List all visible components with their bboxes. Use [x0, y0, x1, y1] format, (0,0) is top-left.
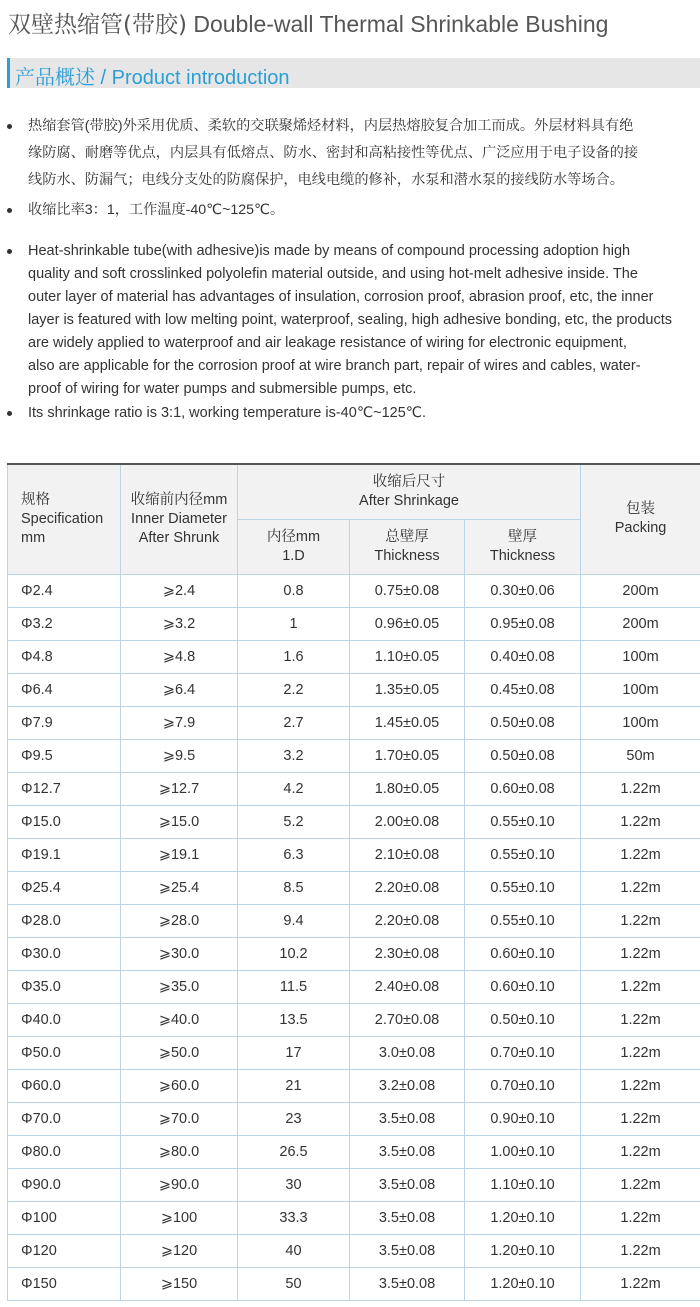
cell-packing: 1.22m	[581, 904, 700, 937]
cell-inner-diameter: ⩾15.0	[121, 805, 238, 838]
intro-en-line: Heat-shrinkable tube(with adhesive)is made by means of compound processing adoption high	[28, 243, 631, 259]
bullet-dot	[7, 208, 12, 213]
cell-inner-diameter: ⩾4.8	[121, 640, 238, 673]
table-row	[8, 1168, 700, 1201]
header-pack-cn: 包装	[626, 501, 656, 518]
cell-total-thickness: 2.40±0.08	[350, 970, 465, 1003]
header-after-shrinkage	[238, 464, 581, 519]
cell-total-thickness: 0.75±0.08	[350, 574, 465, 607]
cell-spec: Φ19.1	[8, 838, 121, 871]
cell-packing: 200m	[581, 574, 700, 607]
cell-inner-diameter: ⩾100	[121, 1201, 238, 1234]
cell-id: 17	[238, 1036, 350, 1069]
table-row	[8, 739, 700, 772]
cell-inner-diameter: ⩾7.9	[121, 706, 238, 739]
cell-total-thickness: 0.96±0.05	[350, 607, 465, 640]
section-header	[7, 58, 700, 88]
cell-inner-diameter: ⩾80.0	[121, 1135, 238, 1168]
cell-wall-thickness: 0.95±0.08	[465, 607, 581, 640]
cell-packing: 1.22m	[581, 1168, 700, 1201]
intro-cn-note	[28, 199, 700, 222]
table-row	[8, 1036, 700, 1069]
intro-cn-line: 热缩套管(带胶)外采用优质、柔软的交联聚烯烃材料，内层热熔胶复合加工而成。外层材料具有绝	[28, 118, 634, 134]
section-title: 产品概述 / Product introduction	[15, 67, 290, 89]
intro-en-line: quality and soft crosslinked polyolefin material outside, and using hot-melt adhesive inside. The	[28, 266, 638, 282]
cell-spec: Φ100	[8, 1201, 121, 1234]
cell-spec: Φ9.5	[8, 739, 121, 772]
cell-packing: 50m	[581, 739, 700, 772]
cell-total-thickness: 2.30±0.08	[350, 937, 465, 970]
cell-total-thickness: 1.70±0.05	[350, 739, 465, 772]
cell-wall-thickness: 0.90±0.10	[465, 1102, 581, 1135]
cell-spec: Φ7.9	[8, 706, 121, 739]
cell-total-thickness: 1.45±0.05	[350, 706, 465, 739]
cell-wall-thickness: 0.70±0.10	[465, 1036, 581, 1069]
cell-spec: Φ70.0	[8, 1102, 121, 1135]
intro-cn-line: 线防水、防漏气；电线分支处的防腐保护，电线电缆的修补，水泵和潜水泵的接线防水等场合。	[28, 172, 624, 188]
cell-id: 23	[238, 1102, 350, 1135]
cell-packing: 1.22m	[581, 937, 700, 970]
cell-wall-thickness: 0.45±0.08	[465, 673, 581, 706]
cell-total-thickness: 2.00±0.08	[350, 805, 465, 838]
intro-en-paragraph	[28, 240, 700, 401]
cell-id: 2.7	[238, 706, 350, 739]
cell-inner-diameter: ⩾2.4	[121, 574, 238, 607]
table-row	[8, 640, 700, 673]
cell-packing: 1.22m	[581, 1069, 700, 1102]
cell-wall-thickness: 0.50±0.08	[465, 706, 581, 739]
cell-wall-thickness: 0.30±0.06	[465, 574, 581, 607]
cell-packing: 1.22m	[581, 1201, 700, 1234]
cell-inner-diameter: ⩾28.0	[121, 904, 238, 937]
cell-packing: 1.22m	[581, 838, 700, 871]
cell-spec: Φ50.0	[8, 1036, 121, 1069]
cell-id: 33.3	[238, 1201, 350, 1234]
cell-id: 2.2	[238, 673, 350, 706]
cell-id: 21	[238, 1069, 350, 1102]
cell-id: 10.2	[238, 937, 350, 970]
cell-packing: 1.22m	[581, 970, 700, 1003]
cell-wall-thickness: 1.20±0.10	[465, 1267, 581, 1300]
header-id	[238, 519, 350, 574]
cell-inner-diameter: ⩾35.0	[121, 970, 238, 1003]
cell-wall-thickness: 0.55±0.10	[465, 871, 581, 904]
intro-en-line: also are applicable for the corrosion proof at wire branch part, repair of wires and cables, water-	[28, 358, 641, 374]
spec-table	[7, 463, 700, 1301]
table-row	[8, 1135, 700, 1168]
cell-inner-diameter: ⩾19.1	[121, 838, 238, 871]
cell-wall-thickness: 1.20±0.10	[465, 1201, 581, 1234]
header-inner-cn: 收缩前内径mm	[130, 491, 228, 508]
cell-wall-thickness: 0.70±0.10	[465, 1069, 581, 1102]
cell-id: 26.5	[238, 1135, 350, 1168]
intro-cn-paragraph	[28, 115, 700, 192]
cell-spec: Φ30.0	[8, 937, 121, 970]
table-row	[8, 1069, 700, 1102]
cell-spec: Φ90.0	[8, 1168, 121, 1201]
cell-spec: Φ2.4	[8, 574, 121, 607]
cell-total-thickness: 3.5±0.08	[350, 1267, 465, 1300]
cell-wall-thickness: 0.55±0.10	[465, 838, 581, 871]
cell-total-thickness: 3.5±0.08	[350, 1168, 465, 1201]
intro-en-note	[28, 402, 700, 425]
header-after-cn: 收缩后尺寸	[372, 473, 446, 490]
header-wall-cn: 壁厚	[508, 528, 538, 545]
bullet-dot	[7, 124, 12, 129]
cell-wall-thickness: 0.40±0.08	[465, 640, 581, 673]
cell-wall-thickness: 0.60±0.10	[465, 937, 581, 970]
cell-spec: Φ120	[8, 1234, 121, 1267]
cell-total-thickness: 2.70±0.08	[350, 1003, 465, 1036]
cell-id: 9.4	[238, 904, 350, 937]
cell-inner-diameter: ⩾40.0	[121, 1003, 238, 1036]
cell-packing: 1.22m	[581, 805, 700, 838]
cell-spec: Φ15.0	[8, 805, 121, 838]
header-packing	[581, 464, 700, 574]
header-total-thickness	[350, 519, 465, 574]
cell-spec: Φ6.4	[8, 673, 121, 706]
bullet-dot	[7, 411, 12, 416]
cell-wall-thickness: 0.50±0.08	[465, 739, 581, 772]
cell-packing: 200m	[581, 607, 700, 640]
page-title-cn: 双壁热缩管(带胶)	[8, 12, 187, 38]
page-title-en: Double-wall Thermal Shrinkable Bushing	[193, 11, 609, 37]
header-spec-en: Specification	[21, 510, 104, 527]
header-id-en: 1.D	[282, 547, 305, 564]
table-row	[8, 1201, 700, 1234]
header-inner-en2: After Shrunk	[138, 529, 220, 546]
cell-total-thickness: 3.5±0.08	[350, 1234, 465, 1267]
cell-packing: 1.22m	[581, 1267, 700, 1300]
header-pack-en: Packing	[614, 520, 667, 537]
cell-id: 13.5	[238, 1003, 350, 1036]
header-wall-thickness	[465, 519, 581, 574]
header-after-en: After Shrinkage	[359, 492, 459, 509]
cell-inner-diameter: ⩾90.0	[121, 1168, 238, 1201]
spec-table-body	[8, 574, 700, 1300]
cell-wall-thickness: 1.00±0.10	[465, 1135, 581, 1168]
cell-inner-diameter: ⩾30.0	[121, 937, 238, 970]
cell-total-thickness: 1.80±0.05	[350, 772, 465, 805]
intro-cn-ratio: 收缩比率3：1，工作温度-40℃~125℃。	[28, 202, 285, 218]
cell-spec: Φ3.2	[8, 607, 121, 640]
table-row	[8, 970, 700, 1003]
header-inner-diameter	[121, 464, 238, 574]
cell-total-thickness: 1.10±0.05	[350, 640, 465, 673]
cell-spec: Φ28.0	[8, 904, 121, 937]
cell-id: 3.2	[238, 739, 350, 772]
header-spec-cn: 规格	[21, 491, 50, 508]
cell-id: 40	[238, 1234, 350, 1267]
cell-id: 5.2	[238, 805, 350, 838]
table-row	[8, 1234, 700, 1267]
cell-inner-diameter: ⩾9.5	[121, 739, 238, 772]
cell-spec: Φ40.0	[8, 1003, 121, 1036]
header-total-en: Thickness	[374, 547, 440, 564]
cell-total-thickness: 3.0±0.08	[350, 1036, 465, 1069]
cell-wall-thickness: 0.60±0.08	[465, 772, 581, 805]
cell-total-thickness: 3.5±0.08	[350, 1135, 465, 1168]
cell-inner-diameter: ⩾120	[121, 1234, 238, 1267]
cell-id: 50	[238, 1267, 350, 1300]
table-row	[8, 1003, 700, 1036]
intro-cn-line: 缘防腐、耐磨等优点，内层具有低熔点、防水、密封和高粘接性等优点、广泛应用于电子设备的接	[28, 145, 639, 161]
table-row	[8, 1102, 700, 1135]
table-row	[8, 937, 700, 970]
cell-total-thickness: 2.20±0.08	[350, 904, 465, 937]
section-accent	[7, 58, 10, 88]
intro-en-line: outer layer of material has advantages of insulation, corrosion proof, abrasion proof, etc, the inner	[28, 289, 654, 305]
cell-spec: Φ80.0	[8, 1135, 121, 1168]
table-row	[8, 805, 700, 838]
cell-id: 30	[238, 1168, 350, 1201]
cell-spec: Φ25.4	[8, 871, 121, 904]
cell-id: 1.6	[238, 640, 350, 673]
table-row	[8, 871, 700, 904]
cell-wall-thickness: 0.55±0.10	[465, 805, 581, 838]
cell-wall-thickness: 1.20±0.10	[465, 1234, 581, 1267]
cell-id: 0.8	[238, 574, 350, 607]
cell-id: 11.5	[238, 970, 350, 1003]
header-total-cn: 总壁厚	[385, 528, 429, 545]
cell-wall-thickness: 1.10±0.10	[465, 1168, 581, 1201]
cell-packing: 1.22m	[581, 772, 700, 805]
table-row	[8, 574, 700, 607]
cell-id: 4.2	[238, 772, 350, 805]
intro-en-ratio: Its shrinkage ratio is 3:1, working temperature is-40℃~125℃.	[28, 405, 427, 421]
cell-inner-diameter: ⩾60.0	[121, 1069, 238, 1102]
cell-spec: Φ60.0	[8, 1069, 121, 1102]
cell-packing: 1.22m	[581, 871, 700, 904]
cell-inner-diameter: ⩾12.7	[121, 772, 238, 805]
cell-wall-thickness: 0.50±0.10	[465, 1003, 581, 1036]
cell-total-thickness: 2.20±0.08	[350, 871, 465, 904]
cell-spec: Φ150	[8, 1267, 121, 1300]
bullet-dot	[7, 249, 12, 254]
cell-packing: 1.22m	[581, 1003, 700, 1036]
cell-packing: 100m	[581, 640, 700, 673]
cell-id: 1	[238, 607, 350, 640]
cell-inner-diameter: ⩾25.4	[121, 871, 238, 904]
intro-en-line: proof of wiring for water pumps and submersible pumps, etc.	[28, 381, 417, 397]
cell-spec: Φ35.0	[8, 970, 121, 1003]
header-inner-en1: Inner Diameter	[131, 510, 227, 527]
intro-en-line: are widely applied to waterproof and air leakage resistance of wiring for electronic equipment,	[28, 335, 627, 351]
header-spec-unit: mm	[21, 529, 46, 546]
cell-packing: 1.22m	[581, 1036, 700, 1069]
cell-inner-diameter: ⩾70.0	[121, 1102, 238, 1135]
header-id-cn: 内径mm	[266, 528, 321, 545]
table-row	[8, 904, 700, 937]
intro-en-line: layer is featured with low melting point, waterproof, sealing, high adhesive bonding, etc, the products	[28, 312, 673, 328]
cell-id: 6.3	[238, 838, 350, 871]
table-row	[8, 673, 700, 706]
cell-inner-diameter: ⩾50.0	[121, 1036, 238, 1069]
cell-id: 8.5	[238, 871, 350, 904]
cell-packing: 1.22m	[581, 1135, 700, 1168]
table-row	[8, 607, 700, 640]
header-wall-en: Thickness	[489, 547, 556, 564]
cell-total-thickness: 2.10±0.08	[350, 838, 465, 871]
table-row	[8, 838, 700, 871]
cell-total-thickness: 1.35±0.05	[350, 673, 465, 706]
cell-total-thickness: 3.2±0.08	[350, 1069, 465, 1102]
cell-wall-thickness: 0.60±0.10	[465, 970, 581, 1003]
table-row	[8, 772, 700, 805]
cell-packing: 100m	[581, 673, 700, 706]
cell-total-thickness: 3.5±0.08	[350, 1102, 465, 1135]
cell-inner-diameter: ⩾6.4	[121, 673, 238, 706]
cell-inner-diameter: ⩾150	[121, 1267, 238, 1300]
table-row	[8, 1267, 700, 1300]
cell-spec: Φ4.8	[8, 640, 121, 673]
cell-packing: 100m	[581, 706, 700, 739]
cell-spec: Φ12.7	[8, 772, 121, 805]
cell-packing: 1.22m	[581, 1234, 700, 1267]
header-spec	[8, 464, 121, 574]
cell-wall-thickness: 0.55±0.10	[465, 904, 581, 937]
table-row	[8, 706, 700, 739]
cell-inner-diameter: ⩾3.2	[121, 607, 238, 640]
cell-packing: 1.22m	[581, 1102, 700, 1135]
cell-total-thickness: 3.5±0.08	[350, 1201, 465, 1234]
page-title	[8, 6, 608, 39]
